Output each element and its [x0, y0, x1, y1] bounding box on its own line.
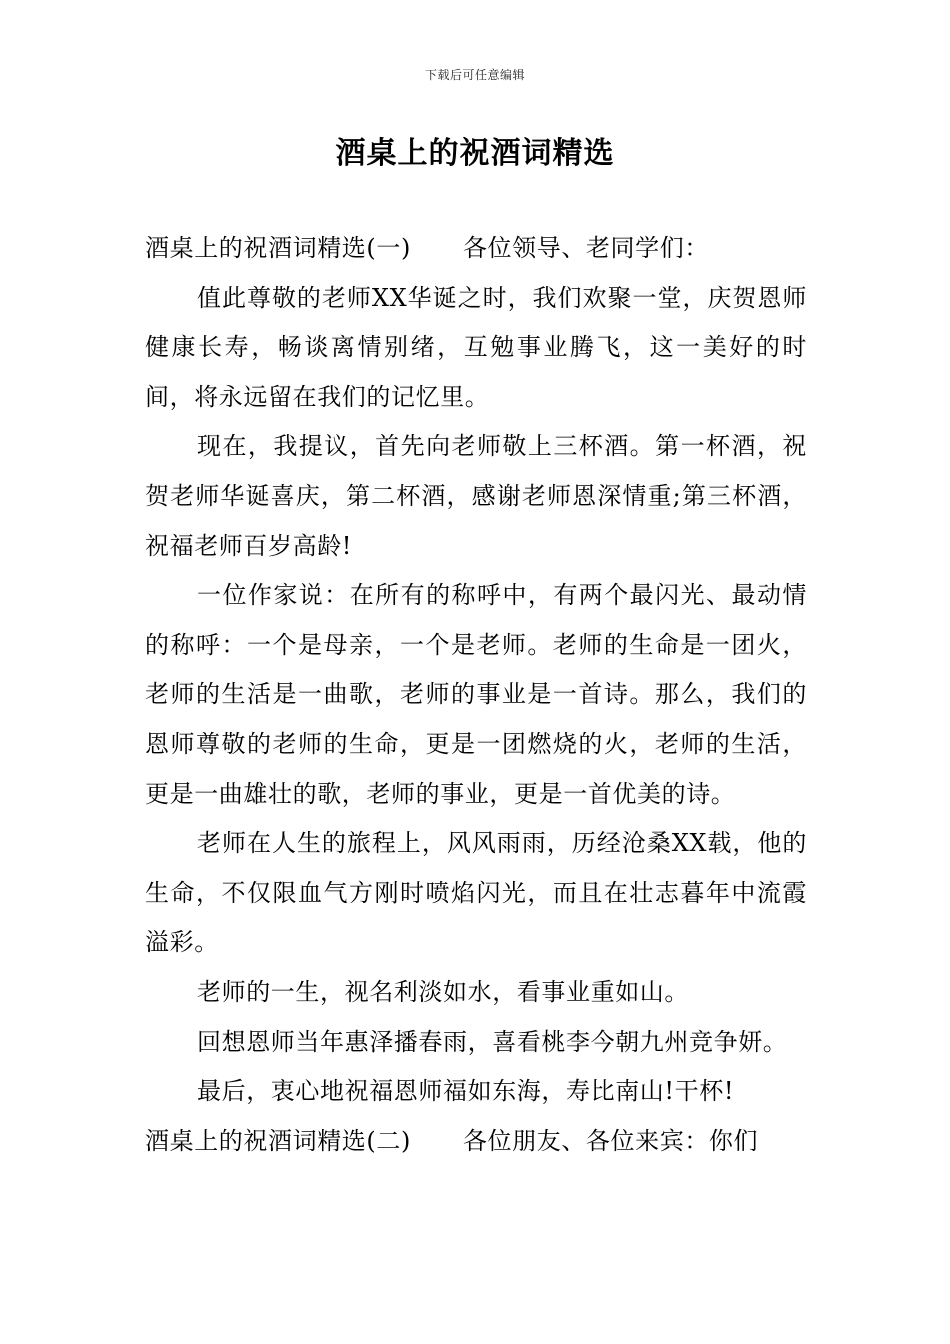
document-title: 酒桌上的祝酒词精选 [335, 136, 615, 171]
paragraph: 老师在人生的旅程上，风风雨雨，历经沧桑XX载，他的生命，不仅限血气方刚时喷焰闪光，而且在壮志暮年中流霞溢彩。 [145, 829, 807, 957]
section-1-heading-line [145, 224, 807, 274]
paragraph: 老师的一生，视名利淡如水，看事业重如山。 [197, 977, 689, 1006]
paragraph: 一位作家说：在所有的称呼中，有两个最闪光、最动情的称呼：一个是母亲，一个是老师。老师的生命是一团火，老师的生活是一曲歌，老师的事业是一首诗。那么，我们的恩师尊敬的老师的生命，更是一团燃烧的火，老师的生活，更是一曲雄壮的歌，老师的事业，更是一首优美的诗。 [145, 581, 807, 808]
document-body [145, 224, 807, 1166]
paragraph: 现在，我提议，首先向老师敬上三杯酒。第一杯酒，祝贺老师华诞喜庆，第二杯酒，感谢老师恩深情重;第三杯酒，祝福老师百岁高龄! [145, 432, 807, 560]
paragraph: 回想恩师当年惠泽播春雨，喜看桃李今朝九州竞争妍。 [197, 1027, 788, 1056]
header-note: 下载后可任意编辑 [424, 68, 525, 82]
section-2-heading-line [145, 1117, 807, 1167]
section-2-salutation: 各位朋友、各位来宾：你们 [462, 1126, 759, 1155]
section-1-salutation: 各位领导、老同学们： [462, 234, 709, 262]
section-1-heading: 酒桌上的祝酒词精选(一) [145, 234, 411, 262]
paragraph: 值此尊敬的老师XX华诞之时，我们欢聚一堂，庆贺恩师健康长寿，畅谈离情别绪，互勉事业腾飞，这一美好的时间，将永远留在我们的记忆里。 [145, 283, 807, 411]
section-2-heading: 酒桌上的祝酒词精选(二) [145, 1126, 411, 1155]
paragraph: 最后，衷心地祝福恩师福如东海，寿比南山!干杯! [197, 1077, 735, 1106]
